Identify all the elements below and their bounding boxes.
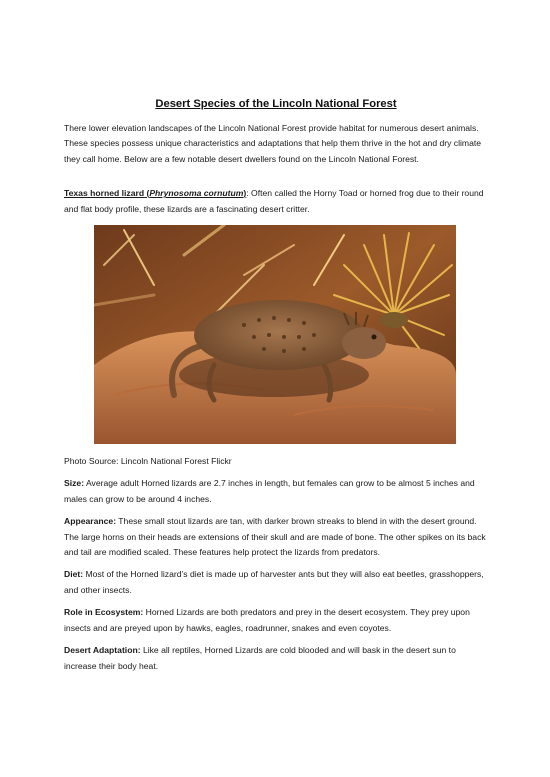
species-scientific-name: Phrynosoma cornutum — [149, 188, 244, 199]
fact-text: These small stout lizards are tan, with darker brown streaks to blend in with the desert ground. The large horns on their heads are extensions of their skull and are made of bone. The other spikes on its back and tail are modified scaled. These features help protect the lizards from predators. — [64, 516, 486, 558]
document-body — [64, 97, 488, 681]
fact-diet — [64, 567, 488, 598]
species-name — [64, 188, 246, 198]
fact-text: Horned Lizards are both predators and prey in the desert ecosystem. They prey upon insects and are preyed upon by hawks, eagles, roadrunner, snakes and even coyotes. — [64, 607, 470, 633]
species-description: : Often called the Horny Toad or horned frog due to their round and flat body profile, these lizards are a fascinating desert critter. — [64, 188, 484, 214]
fact-size — [64, 476, 488, 507]
species-close-paren: ) — [243, 188, 247, 199]
photo-source: Photo Source: Lincoln National Forest Flickr — [64, 456, 232, 467]
species-open-paren: ( — [144, 188, 150, 199]
species-common-name: Texas horned lizard — [64, 188, 145, 199]
fact-label: Desert Adaptation: — [64, 645, 141, 656]
fact-label: Role in Ecosystem: — [64, 607, 144, 618]
fact-text: Like all reptiles, Horned Lizards are cold blooded and will bask in the desert sun to increase their body heat. — [64, 645, 456, 671]
fact-label: Size: — [64, 478, 85, 489]
species-heading-paragraph — [64, 186, 488, 217]
fact-label: Diet: — [64, 569, 84, 580]
fact-desert-adaptation — [64, 643, 488, 674]
fact-label: Appearance: — [64, 516, 117, 527]
fact-role-in-ecosystem — [64, 605, 488, 636]
fact-text: Average adult Horned lizards are 2.7 inches in length, but females can grow to be almost 5 inches and males can grow to be around 4 inches. — [64, 478, 475, 504]
fact-appearance — [64, 514, 488, 560]
page-title: Desert Species of the Lincoln National Forest — [155, 98, 397, 110]
horned-lizard-photo — [94, 225, 456, 444]
intro-paragraph: There lower elevation landscapes of the Lincoln National Forest provide habitat for numerous desert animals. These species possess unique characteristics and adaptations that help them thrive in the hot and dry climate they call home. Below are a few notable desert dwellers found on the Lincoln National Forest. — [64, 123, 482, 164]
fact-text: Most of the Horned lizard’s diet is made up of harvester ants but they will also eat beetles, grasshoppers, and other insects. — [64, 569, 484, 595]
